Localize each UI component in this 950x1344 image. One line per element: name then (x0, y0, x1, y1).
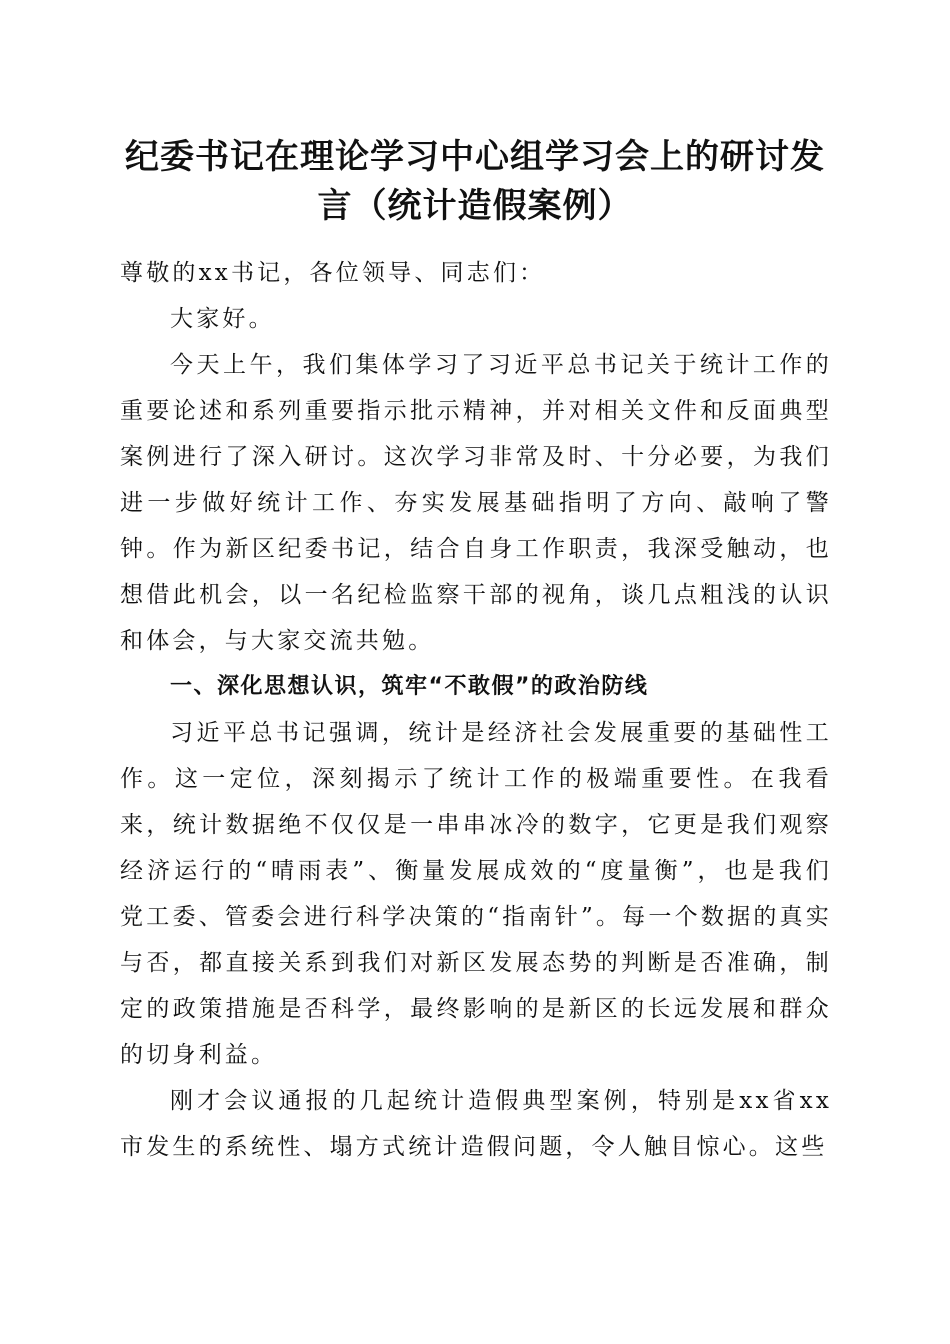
document-body (120, 250, 832, 1170)
document-title: 纪委书记在理论学习中心组学习会上的研讨发言（统计造假案例） (125, 137, 825, 226)
section-heading-1: 一、深化思想认识，筑牢“不敢假”的政治防线 (170, 674, 649, 699)
intro-paragraph: 今天上午，我们集体学习了习近平总书记关于统计工作的重要论述和系列重要指示批示精神，并对相关文件和反面典型案例进行了深入研讨。这次学习非常及时、十分必要，为我们进一步做好统计工作、夯实发展基础指明了方向、敲响了警钟。作为新区纪委书记，结合自身工作职责，我深受触动，也想借此机会，以一名纪检监察干部的视角，谈几点粗浅的认识和体会，与大家交流共勉。 (120, 352, 832, 654)
greeting: 大家好。 (170, 306, 275, 332)
section-1-paragraph-2: 刚才会议通报的几起统计造假典型案例，特别是xx省xx市发生的系统性、塌方式统计造假问题，令人触目惊心。这些 (120, 1088, 832, 1160)
section-1-paragraph-1: 习近平总书记强调，统计是经济社会发展重要的基础性工作。这一定位，深刻揭示了统计工作的极端重要性。在我看来，统计数据绝不仅仅是一串串冰冷的数字，它更是我们观察经济运行的“晴雨表”、衡量发展成效的“度量衡”，也是我们党工委、管委会进行科学决策的“指南针”。每一个数据的真实与否，都直接关系到我们对新区发展态势的判断是否准确，制定的政策措施是否科学，最终影响的是新区的长远发展和群众的切身利益。 (120, 720, 832, 1068)
salutation: 尊敬的xx书记，各位领导、同志们： (120, 260, 546, 286)
